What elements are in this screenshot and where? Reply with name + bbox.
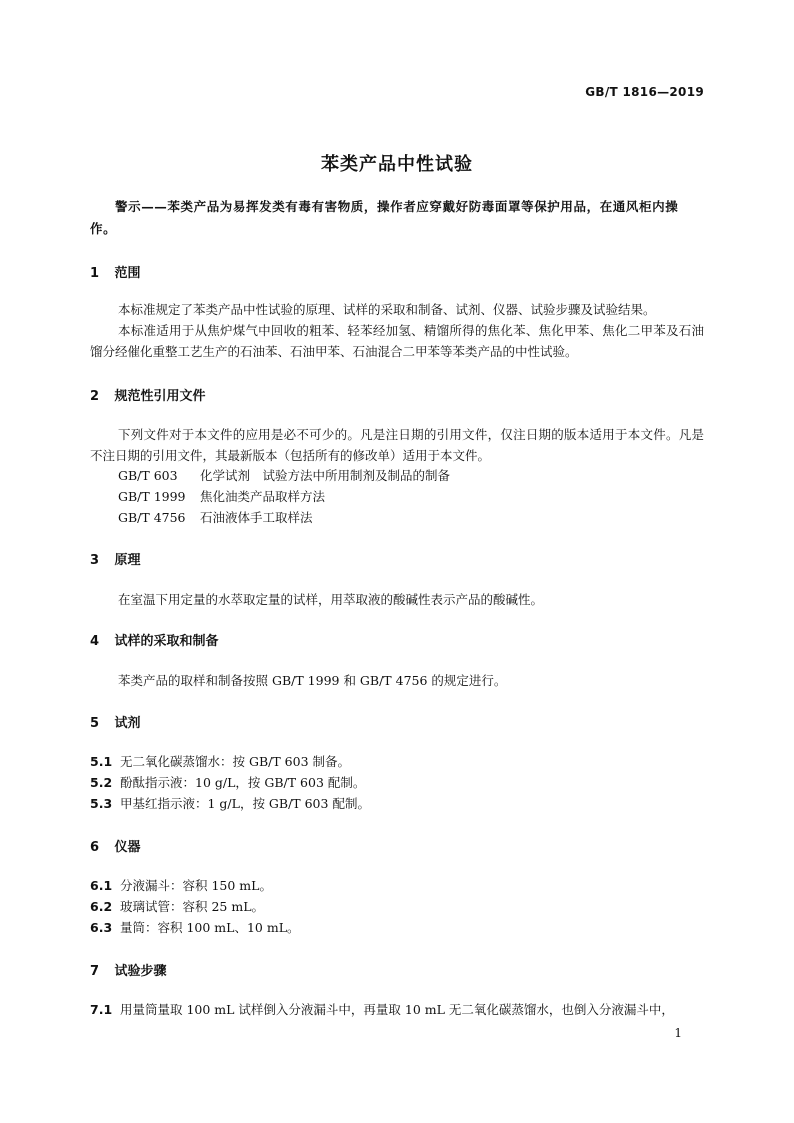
section-heading-principle [90, 549, 141, 568]
section-heading-scope [90, 262, 141, 281]
item-number: 7.1 [90, 1002, 113, 1017]
reference-title: 石油液体手工取样法 [200, 510, 313, 525]
item-number: 5.2 [90, 775, 113, 790]
list-item [90, 918, 300, 936]
list-item [90, 773, 365, 791]
section-title: 范围 [114, 266, 141, 281]
item-text: 甲基红指示液：1 g/L，按 GB/T 603 配制。 [120, 796, 370, 811]
list-item [90, 897, 264, 915]
reference-item [118, 487, 325, 505]
item-number: 5.3 [90, 796, 113, 811]
section-number: 6 [90, 840, 100, 855]
section-title: 试剂 [114, 716, 141, 731]
warning-paragraph: 警示——苯类产品为易挥发类有毒有害物质，操作者应穿戴好防毒面罩等保护用品，在通风柜内操作。 [90, 199, 679, 236]
section-heading-normative-references [90, 385, 206, 404]
list-item [90, 1000, 674, 1018]
section-number: 5 [90, 716, 100, 731]
section-title: 仪器 [114, 840, 141, 855]
section-heading-reagents [90, 712, 141, 731]
item-text: 无二氧化碳蒸馏水：按 GB/T 603 制备。 [120, 754, 350, 769]
reference-code: GB/T 1999 [118, 489, 186, 504]
section-title: 规范性引用文件 [114, 389, 206, 404]
section-number: 7 [90, 964, 100, 979]
reference-code: GB/T 4756 [118, 510, 186, 525]
reference-item [118, 508, 313, 526]
item-number: 6.2 [90, 899, 113, 914]
document-title: 苯类产品中性试验 [321, 154, 473, 175]
paragraph: 本标准适用于从焦炉煤气中回收的粗苯、轻苯经加氢、精馏所得的焦化苯、焦化甲苯、焦化二甲苯及石油馏分经催化重整工艺生产的石油苯、石油甲苯、石油混合二甲苯等苯类产品的中性试验。 [90, 323, 704, 359]
item-text: 分液漏斗：容积 150 mL。 [120, 878, 272, 893]
section-heading-apparatus [90, 836, 141, 855]
paragraph: 在室温下用定量的水萃取定量的试样，用萃取液的酸碱性表示产品的酸碱性。 [118, 592, 544, 607]
section-title: 试验步骤 [114, 964, 167, 979]
section-number: 1 [90, 266, 100, 281]
section-number: 3 [90, 553, 100, 568]
item-number: 5.1 [90, 754, 113, 769]
paragraph: 本标准规定了苯类产品中性试验的原理、试样的采取和制备、试剂、仪器、试验步骤及试验结果。 [118, 302, 656, 317]
section-heading-sampling [90, 630, 219, 649]
page-number: 1 [674, 1026, 682, 1040]
section-number: 4 [90, 634, 100, 649]
list-item [90, 876, 272, 894]
section-title: 试样的采取和制备 [114, 634, 219, 649]
standard-number: GB/T 1816—2019 [585, 85, 704, 99]
reference-item [118, 466, 450, 484]
item-number: 6.3 [90, 920, 113, 935]
section-title: 原理 [114, 553, 141, 568]
item-text: 玻璃试管：容积 25 mL。 [120, 899, 265, 914]
reference-code: GB/T 603 [118, 468, 178, 483]
list-item [90, 794, 370, 812]
paragraph: 苯类产品的取样和制备按照 GB/T 1999 和 GB/T 4756 的规定进行。 [118, 673, 507, 688]
section-heading-procedure [90, 960, 167, 979]
section-number: 2 [90, 389, 100, 404]
reference-title: 化学试剂 试验方法中所用制剂及制品的制备 [200, 468, 451, 483]
paragraph: 下列文件对于本文件的应用是必不可少的。凡是注日期的引用文件，仅注日期的版本适用于本文件。凡是不注日期的引用文件，其最新版本（包括所有的修改单）适用于本文件。 [90, 427, 704, 463]
item-text: 量筒：容积 100 mL、10 mL。 [120, 920, 300, 935]
list-item [90, 752, 350, 770]
reference-title: 焦化油类产品取样方法 [200, 489, 326, 504]
item-text: 酚酞指示液：10 g/L，按 GB/T 603 配制。 [120, 775, 366, 790]
item-number: 6.1 [90, 878, 113, 893]
item-text: 用量筒量取 100 mL 试样倒入分液漏斗中，再量取 10 mL 无二氧化碳蒸馏水，也倒入分液漏斗中， [120, 1002, 674, 1017]
